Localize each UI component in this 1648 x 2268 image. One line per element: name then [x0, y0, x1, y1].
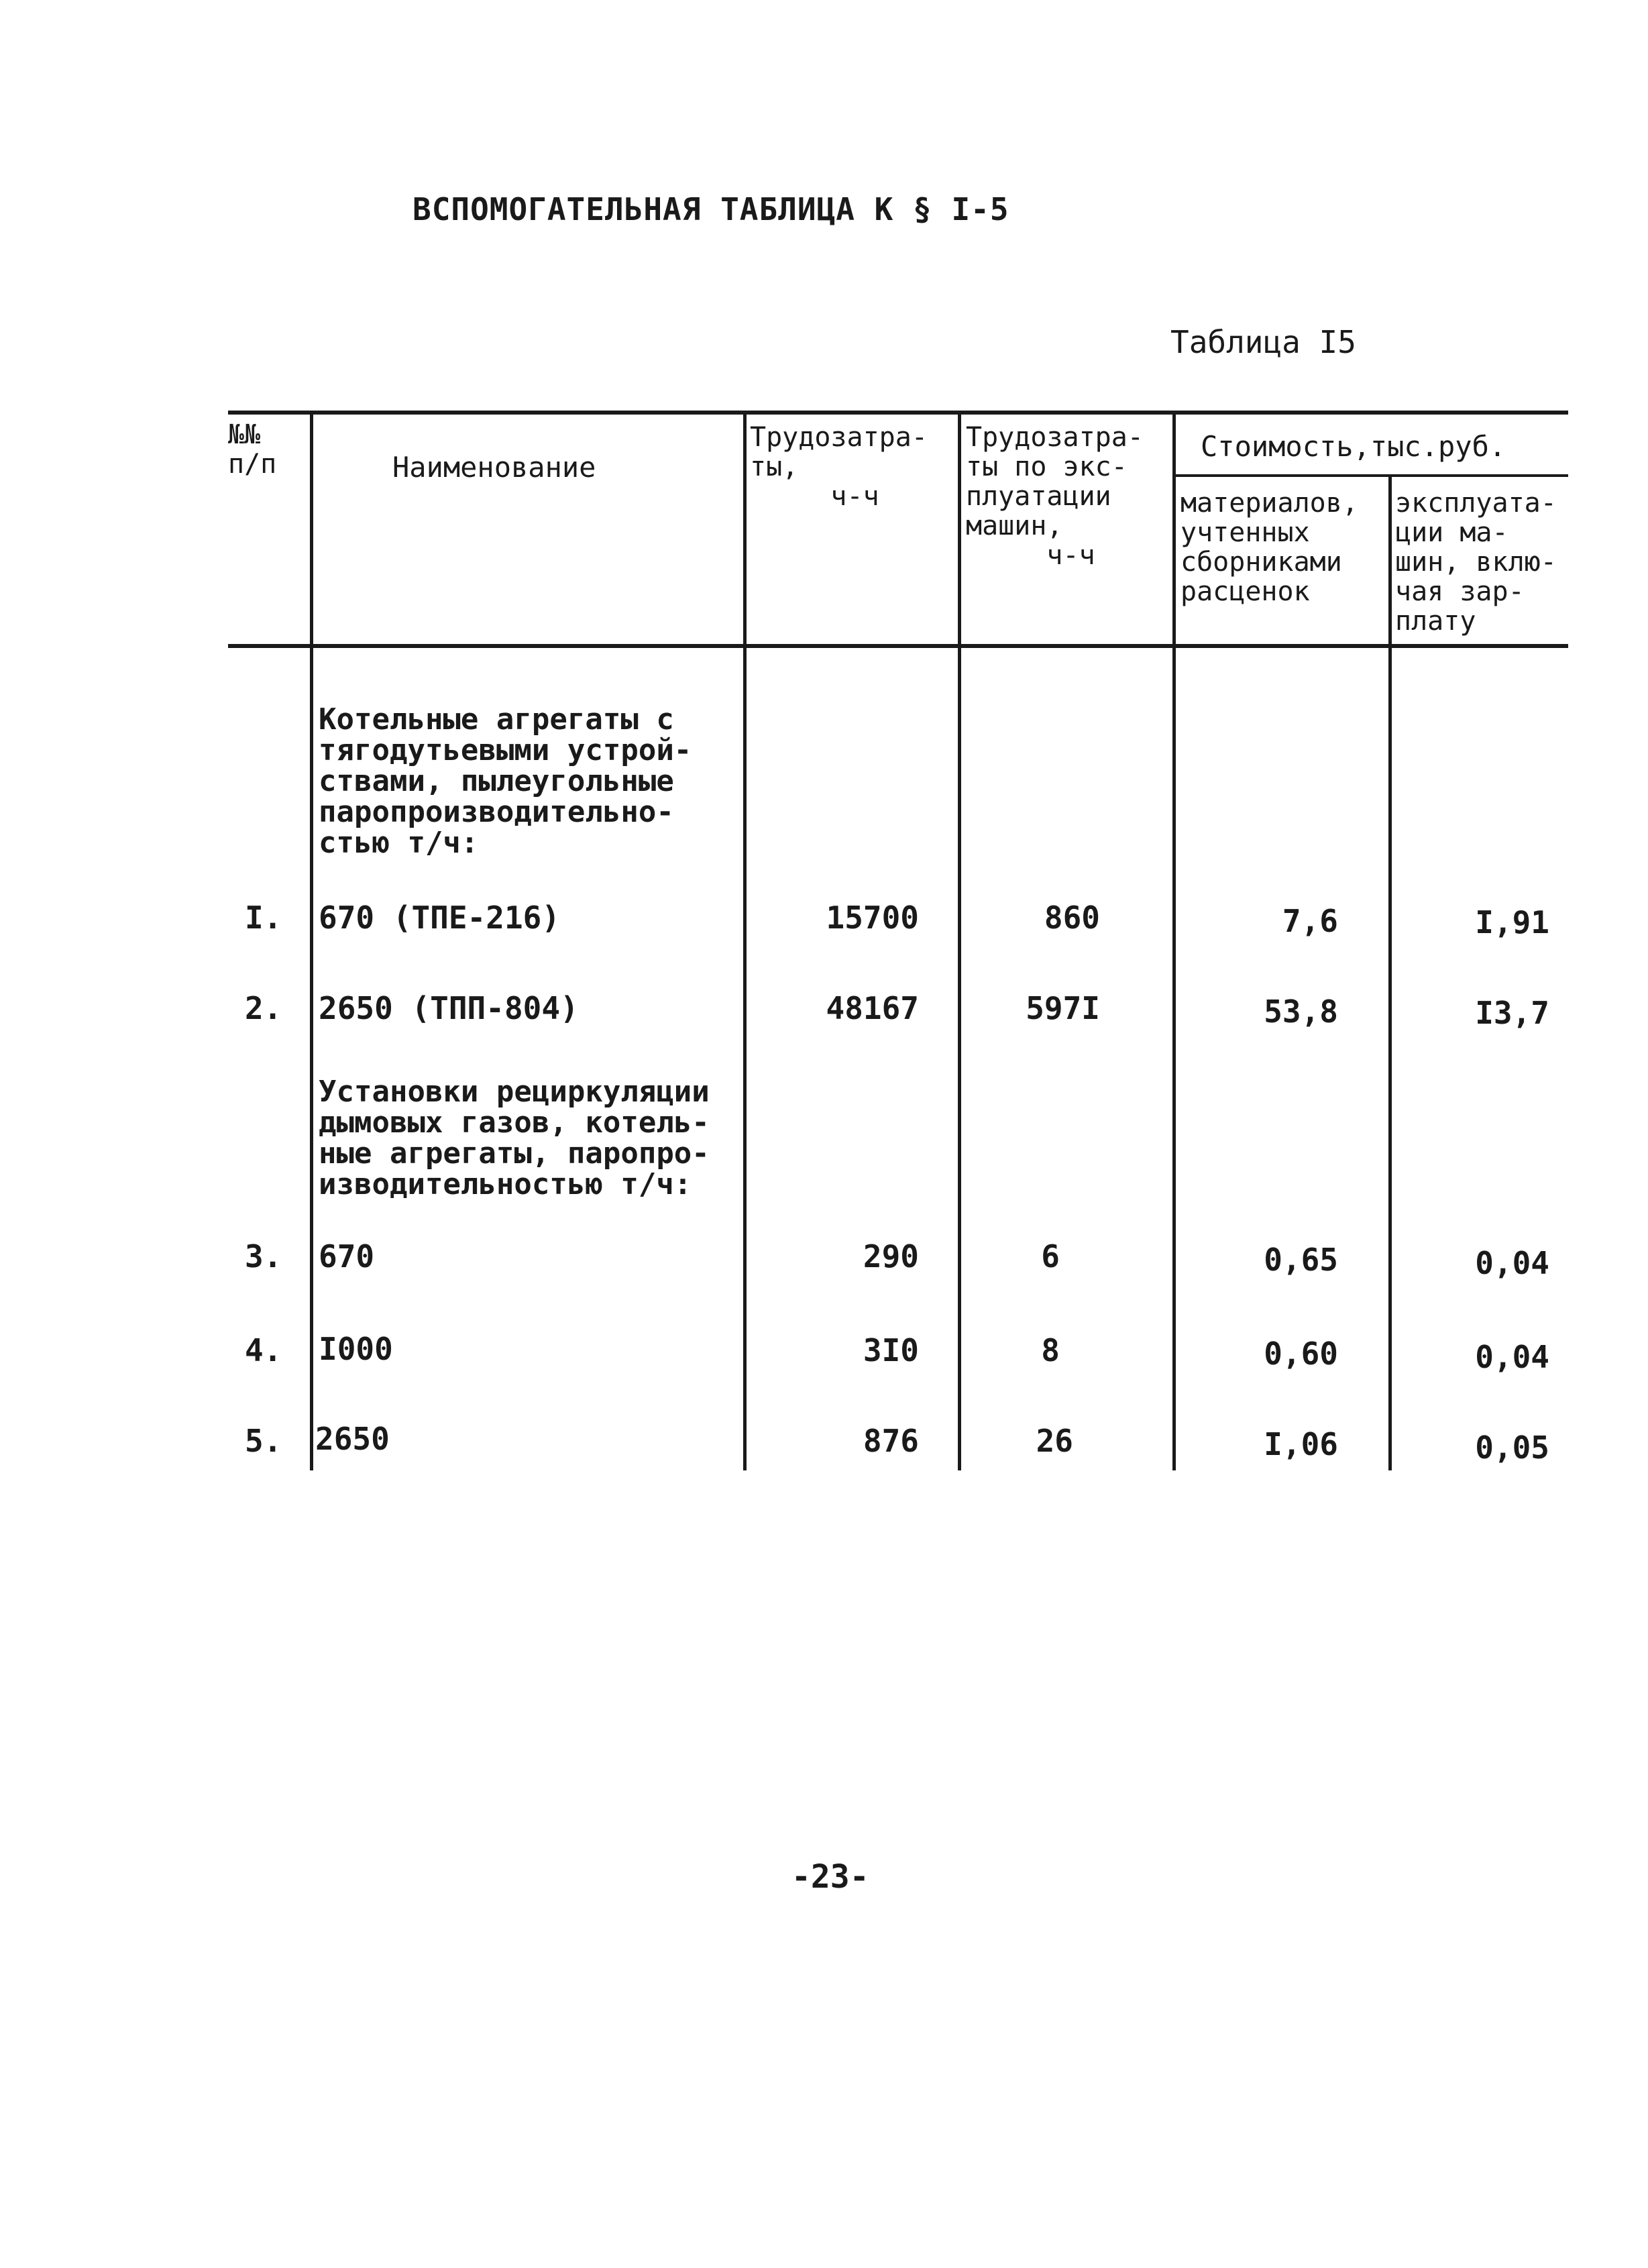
document-title: ВСПОМОГАТЕЛЬНАЯ ТАБЛИЦА К § I-5 [413, 191, 1009, 227]
row-name: 670 [319, 1238, 375, 1275]
row-name: 2650 (ТПП-804) [319, 990, 579, 1026]
row-machines: I,91 [1475, 904, 1549, 940]
row-name: 670 (ТПЕ-216) [319, 900, 561, 936]
cost-subheader-rule [1174, 474, 1568, 477]
header-name: Наименование [392, 451, 596, 484]
row-machines: I3,7 [1475, 995, 1549, 1031]
row-materials: 53,8 [1264, 993, 1338, 1030]
header-cost: Стоимость,тыс.руб. [1201, 430, 1506, 463]
row-name: I000 [319, 1331, 393, 1367]
row-num: 5. [245, 1423, 282, 1459]
row-machine-labor: 597I [1026, 990, 1100, 1026]
row-labor: 15700 [826, 900, 919, 936]
row-materials: 0,60 [1264, 1336, 1338, 1372]
row-num: 4. [245, 1332, 282, 1368]
col-divider-1 [310, 411, 313, 1470]
row-num: 3. [245, 1238, 282, 1275]
col-divider-2 [743, 411, 747, 1470]
row-machines: 0,05 [1475, 1429, 1549, 1466]
header-cost-machines: эксплуата- ции ма- шин, вклю- чая зар- плату [1395, 488, 1557, 637]
col-divider-3 [958, 411, 961, 1470]
row-machine-labor: 860 [1044, 900, 1100, 936]
page-number: -23- [791, 1858, 869, 1896]
row-machine-labor: 26 [1036, 1423, 1073, 1459]
row-machine-labor: 6 [1041, 1238, 1060, 1275]
row-machine-labor: 8 [1041, 1332, 1060, 1368]
header-num: №№ п/п [228, 419, 277, 480]
table-number: Таблица I5 [1170, 324, 1356, 360]
col-divider-5 [1388, 474, 1392, 1470]
group-title: Котельные агрегаты с тягодутьевыми устрой- ствами, пылеугольные паропроизводительно- стью т/ч: [319, 702, 692, 860]
group-title: Установки рециркуляции дымовых газов, котель- ные агрегаты, паропро- изводительностью т/ч: [319, 1075, 710, 1201]
row-materials: 0,65 [1264, 1242, 1338, 1278]
col-divider-4 [1172, 411, 1176, 1470]
row-machines: 0,04 [1475, 1339, 1549, 1375]
table-top-rule [228, 411, 1568, 415]
row-machines: 0,04 [1475, 1245, 1549, 1281]
header-machine-labor: Трудозатра- ты по экс- плуатации машин, ч-ч [966, 422, 1144, 571]
row-num: I. [245, 900, 282, 936]
row-num: 2. [245, 990, 282, 1026]
row-labor: 48167 [826, 990, 919, 1026]
row-materials: 7,6 [1282, 903, 1338, 939]
row-labor: 876 [863, 1423, 919, 1459]
row-materials: I,06 [1264, 1426, 1338, 1462]
row-labor: 3I0 [863, 1332, 919, 1368]
header-bottom-rule [228, 644, 1568, 648]
header-labor: Трудозатра- ты, ч-ч [750, 422, 928, 512]
header-cost-materials: материалов, учтенных сборниками расценок [1180, 488, 1358, 607]
row-name: 2650 [315, 1421, 390, 1457]
row-labor: 290 [863, 1238, 919, 1275]
